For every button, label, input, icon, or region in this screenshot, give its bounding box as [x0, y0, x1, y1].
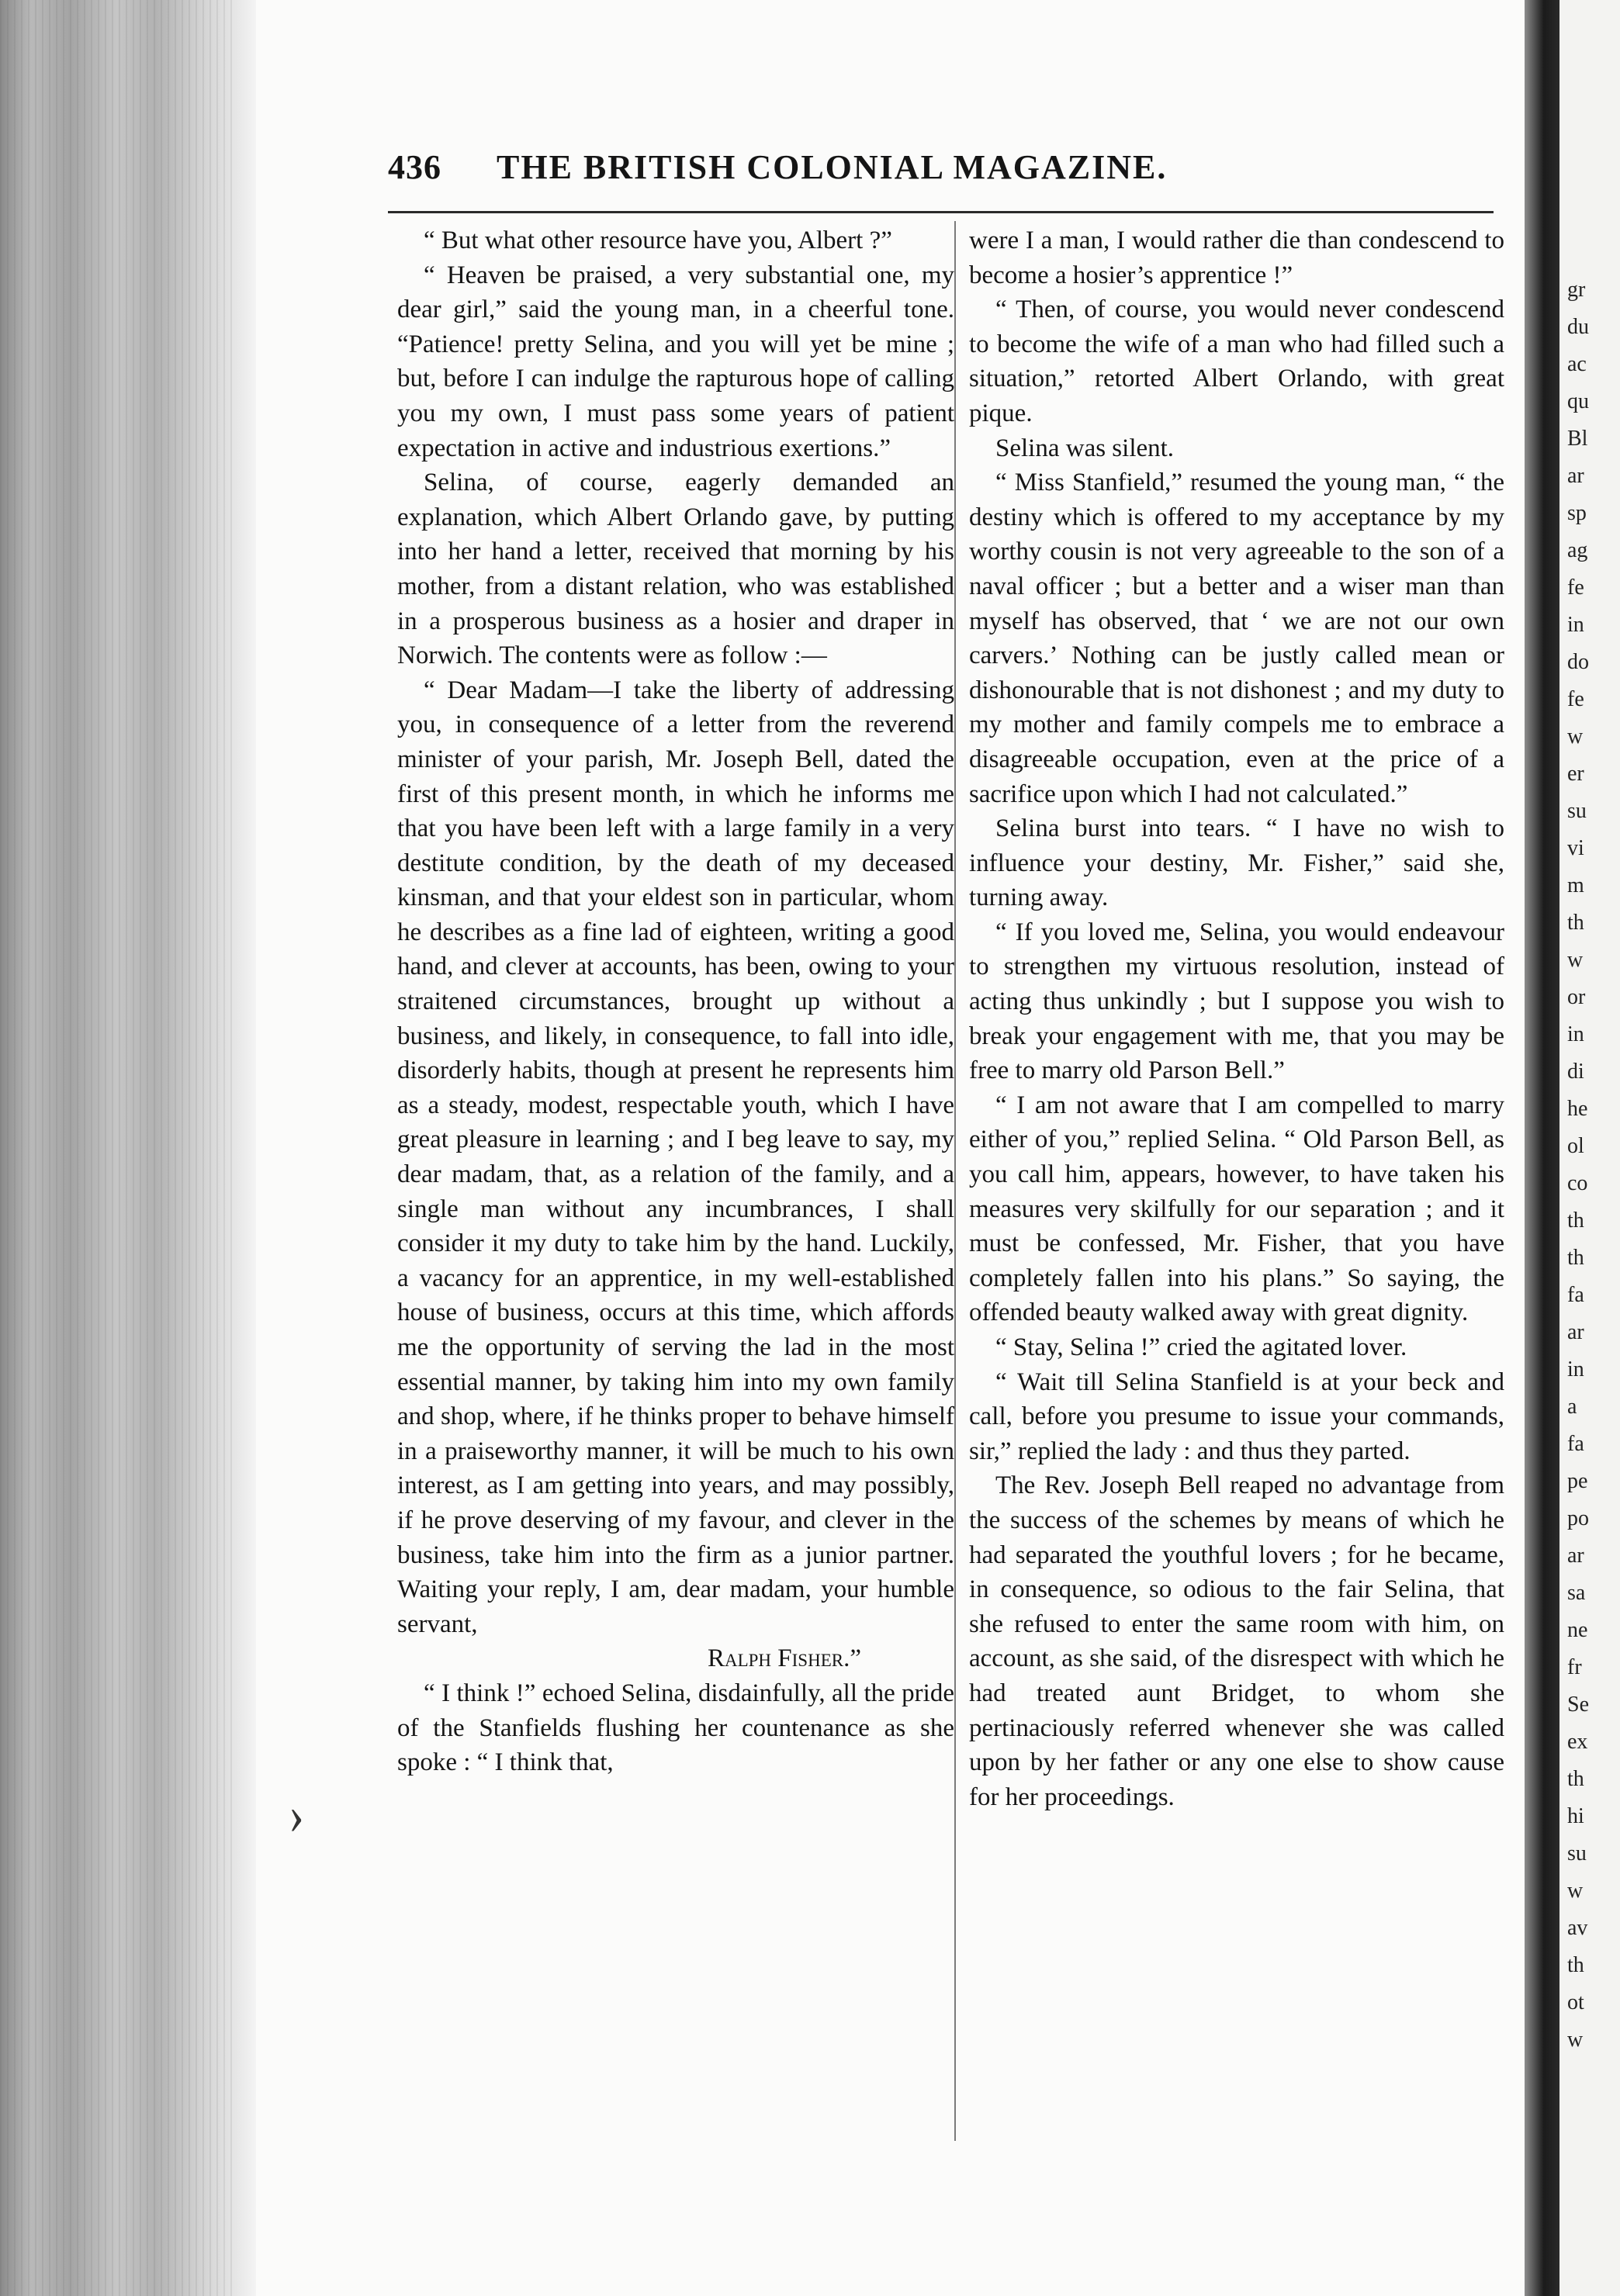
next-page-strip	[1559, 0, 1620, 2296]
header-rule	[388, 211, 1494, 213]
next-page-fragment: fa	[1567, 1283, 1584, 1307]
next-page-fragment: th	[1567, 911, 1584, 935]
next-page-fragment: do	[1567, 650, 1589, 674]
next-page-fragment: ne	[1567, 1618, 1588, 1642]
next-page-fragment: in	[1567, 1022, 1584, 1046]
paragraph: “ Miss Stanfield,” resumed the young man, “ the destiny which is offered to my acceptance by my worthy cousin is not very agreeable to the son of a naval officer ; but a better and a wiser man than myself has observed, that ‘ we are not our own carvers.’ Nothing can be justly called mean or dishonourable that is not dishonest ; and my duty to my mother and family compels me to embrace a disagreeable occupation, even at the price of a sacrifice upon which I had not calculated.”	[969, 469, 1504, 808]
next-page-fragment: po	[1567, 1506, 1589, 1530]
magazine-title: THE BRITISH COLONIAL MAGAZINE.	[497, 148, 1168, 186]
page-fold-shadow	[1525, 0, 1559, 2296]
next-page-fragment: av	[1567, 1916, 1588, 1940]
paragraph: “ Heaven be praised, a very substantial one, my dear girl,” said the young man, in a cheerful tone. “Patience! pretty Selina, and you will yet be mine ; but, before I can indulge the rapturous hope of calling you my own, I must pass some years of patient expectation in active and industrious exertions.”	[397, 261, 954, 462]
next-page-fragment: w	[1567, 2028, 1584, 2052]
next-page-fragment: qu	[1567, 389, 1589, 413]
next-page-fragment: fe	[1567, 687, 1584, 711]
paragraph: “ But what other resource have you, Albert ?”	[424, 226, 892, 254]
running-header	[388, 147, 1257, 202]
left-column	[397, 223, 954, 1780]
next-page-fragment: hi	[1567, 1804, 1584, 1828]
next-page-fragment: fr	[1567, 1655, 1582, 1679]
next-page-fragment: du	[1567, 315, 1589, 339]
next-page-fragment: pe	[1567, 1469, 1588, 1493]
next-page-fragment: ex	[1567, 1730, 1588, 1754]
paragraph: “ I am not aware that I am compelled to marry either of you,” replied Selina. “ Old Parson Bell, as you call him, appears, however, to have taken his measures very skilfully for our separation ; and it must be confessed, Mr. Fisher, that you have completely fallen into his plans.” So saying, the offended beauty walked away with great dignity.	[969, 1091, 1504, 1327]
next-page-fragment: th	[1567, 1209, 1584, 1233]
next-page-fragment: fe	[1567, 576, 1584, 600]
next-page-fragment: sa	[1567, 1581, 1586, 1605]
letter-signature	[397, 1641, 954, 1676]
next-page-fragment: a	[1567, 1395, 1577, 1419]
paragraph: “ Stay, Selina !” cried the agitated lover.	[995, 1333, 1407, 1361]
next-page-fragment: ac	[1567, 352, 1587, 376]
next-page-fragment: er	[1567, 762, 1584, 786]
next-page-fragment: sp	[1567, 501, 1587, 525]
margin-mark: ›	[289, 1783, 304, 1845]
next-page-fragment: gr	[1567, 278, 1586, 302]
next-page-fragment: su	[1567, 1841, 1587, 1866]
next-page-fragment: w	[1567, 724, 1584, 749]
paragraph: Selina, of course, eagerly demanded an explanation, which Albert Orlando gave, by putting into her hand a letter, received that morning by his mother, from a distant relation, who was established in a prosperous business as a hosier and draper in Norwich. The contents were as follow :—	[397, 469, 954, 670]
next-page-fragment: th	[1567, 1246, 1584, 1270]
paragraph: Selina burst into tears. “ I have no wish to influence your destiny, Mr. Fisher,” said she, turning away.	[969, 814, 1504, 912]
paragraph: “ Then, of course, you would never condescend to become the wife of a man who had filled such a situation,” retorted Albert Orlando, with great pique.	[969, 296, 1504, 427]
page-edges	[0, 0, 233, 2296]
next-page-fragment: in	[1567, 613, 1584, 637]
next-page-fragment: di	[1567, 1060, 1584, 1084]
next-page-fragment: or	[1567, 985, 1586, 1009]
next-page-fragment: w	[1567, 948, 1584, 972]
next-page-fragment: m	[1567, 873, 1584, 897]
column-divider	[954, 221, 956, 2141]
next-page-fragment: co	[1567, 1171, 1588, 1195]
next-page-fragment: vi	[1567, 836, 1584, 860]
next-page-fragment: ar	[1567, 464, 1584, 488]
next-page-fragment: ot	[1567, 1990, 1584, 2014]
next-page-fragment: su	[1567, 799, 1587, 823]
paragraph: The Rev. Joseph Bell reaped no advantage from the success of the schemes by means of which he had separated the youthful lovers ; for he became, in consequence, so odious to the fair Selina, that she refused to enter the same room with him, on account, as she said, of the disrespect with which he had treated aunt Bridget, to whom she pertinaciously referred whenever she was called upon by her father or any one else to show cause for her proceedings.	[969, 1471, 1504, 1811]
next-page-fragment: ag	[1567, 538, 1588, 562]
next-page-fragment: ar	[1567, 1320, 1584, 1344]
next-page-fragment: th	[1567, 1953, 1584, 1977]
next-page-fragment: fa	[1567, 1432, 1584, 1456]
next-page-fragment: ol	[1567, 1134, 1584, 1158]
paragraph: were I a man, I would rather die than condescend to become a hosier’s apprentice !”	[969, 226, 1504, 289]
page-number: 436	[388, 148, 441, 186]
paragraph: “ Wait till Selina Stanfield is at your beck and call, before you presume to issue your commands, sir,” replied the lady : and thus they parted.	[969, 1368, 1504, 1465]
next-page-fragment: in	[1567, 1357, 1584, 1381]
letter-paragraph: “ Dear Madam—I take the liberty of addressing you, in consequence of a letter from the reverend minister of your parish, Mr. Joseph Bell, dated the first of this present month, in which he informs me that you have been left with a large family in a very destitute condition, by the death of my deceased kinsman, and that your eldest son in particular, whom he describes as a fine lad of eighteen, writing a good hand, and clever at accounts, has been, owing to your straitened circumstances, brought up without a business, and likely, in consequence, to fall into idle, disorderly habits, though at present he represents him as a steady, modest, respectable youth, which I have great pleasure in learning ; and I beg leave to say, my dear madam, that, as a relation of the family, and a single man without any incumbrances, I shall consider it my duty to take him by the hand. Luckily, a vacancy for an apprentice, in my well-established house of business, occurs at this time, which affords me the opportunity of serving the lad in the most essential manner, by taking him into my own family and shop, where, if he thinks proper to behave himself in a praiseworthy manner, it will be much to his own interest, as I am getting into years, and may possibly, if he prove deserving of my favour, and clever in the business, take him into the firm as a junior partner. Waiting your reply, I am, dear madam, your humble servant,	[397, 676, 954, 1638]
right-column	[969, 223, 1504, 1814]
paragraph: “ I think !” echoed Selina, disdainfully, all the pride of the Stanfields flushing her countenance as she spoke : “ I think that,	[397, 1679, 954, 1777]
paragraph: “ If you loved me, Selina, you would endeavour to strengthen my virtuous resolution, instead of acting thus unkindly ; but I suppose you wish to break your engagement with me, that you may be free to marry old Parson Bell.”	[969, 918, 1504, 1085]
paragraph: Selina was silent.	[995, 434, 1175, 462]
next-page-fragment: ar	[1567, 1544, 1584, 1568]
next-page-fragment: Bl	[1567, 427, 1588, 451]
signature-name: Ralph Fisher.”	[707, 1644, 861, 1673]
next-page-fragment: Se	[1567, 1693, 1589, 1717]
next-page-fragment: he	[1567, 1097, 1588, 1121]
next-page-fragment: th	[1567, 1767, 1584, 1791]
next-page-fragment: w	[1567, 1879, 1584, 1903]
